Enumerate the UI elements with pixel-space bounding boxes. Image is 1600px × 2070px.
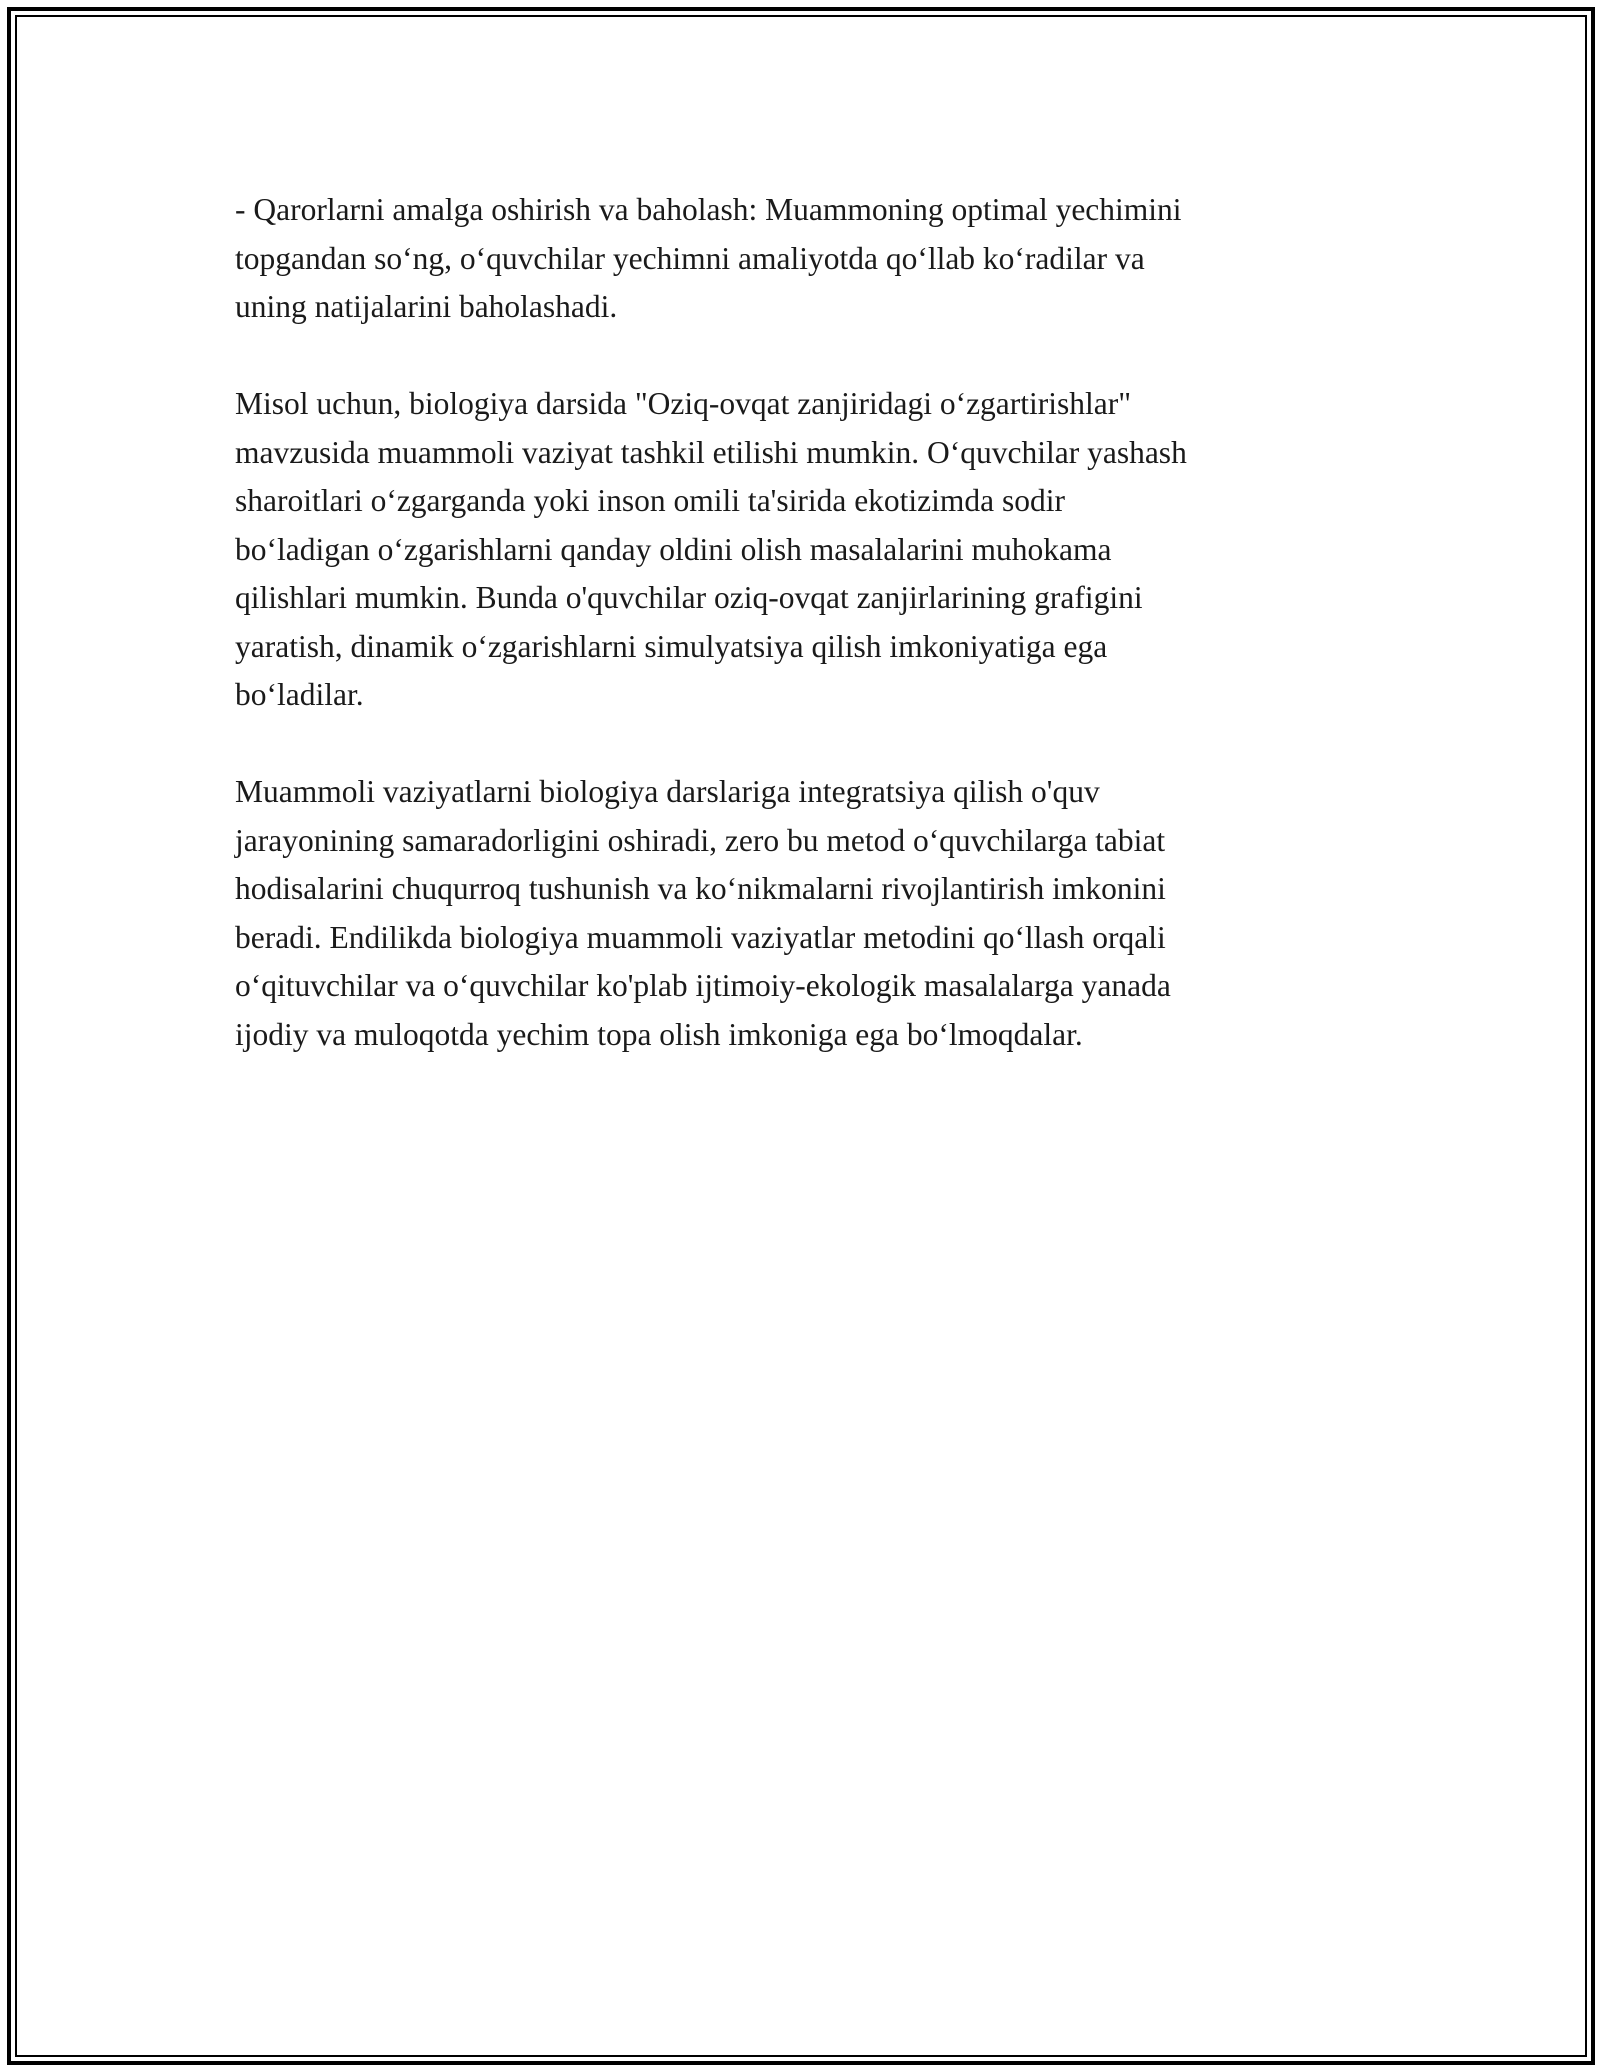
text-line: bo‘ladigan o‘zgarishlarni qanday oldini olish masalalarini muhokama [235, 531, 1112, 567]
text-line: Muammoli vaziyatlarni biologiya darslariga integratsiya qilish o'quv [235, 774, 1100, 809]
text-line: - Qarorlarni amalga oshirish va baholash: Muammoning optimal yechimini [235, 192, 1182, 227]
text-line: o‘qituvchilar va o‘quvchilar ko'plab ijtimoiy-ekologik masalalarga yanada [235, 968, 1171, 1003]
text-line: qilishlari mumkin. Bunda o'quvchilar oziq-ovqat zanjirlarining grafigini [235, 580, 1143, 615]
text-line: Misol uchun, biologiya darsida "Oziq-ovqat zanjiridagi o‘zgartirishlar" [235, 386, 1132, 421]
text-line: sharoitlari o‘zgarganda yoki inson omili ta'sirida ekotizimda sodir [235, 483, 1066, 518]
text-line: topgandan so‘ng, o‘quvchilar yechimni amaliyotda qo‘llab ko‘radilar va [235, 240, 1145, 276]
text-line: jarayonining samaradorligini oshiradi, zero bu metod o‘quvchilarga tabiat [235, 822, 1166, 858]
text-line: mavzusida muammoli vaziyat tashkil etilishi mumkin. O‘quvchilar yashash [235, 434, 1187, 470]
text-line: beradi. Endilikda biologiya muammoli vaziyatlar metodini qo‘llash orqali [235, 919, 1166, 955]
text-line: yaratish, dinamik o‘zgarishlarni simulyatsiya qilish imkoniyatiga ega [235, 628, 1108, 664]
paragraph-decision-evaluation [235, 186, 1365, 332]
text-line: ijodiy va muloqotda yechim topa olish imkoniga ega bo‘lmoqdalar. [235, 1016, 1083, 1052]
paragraph-example-food-chain [235, 380, 1365, 720]
text-line: bo‘ladilar. [235, 677, 364, 712]
document-body [235, 186, 1365, 1108]
paragraph-integration-conclusion [235, 768, 1365, 1059]
text-line: hodisalarini chuqurroq tushunish va ko‘nikmalarni rivojlantirish imkonini [235, 871, 1166, 906]
text-line: uning natijalarini baholashadi. [235, 289, 618, 324]
